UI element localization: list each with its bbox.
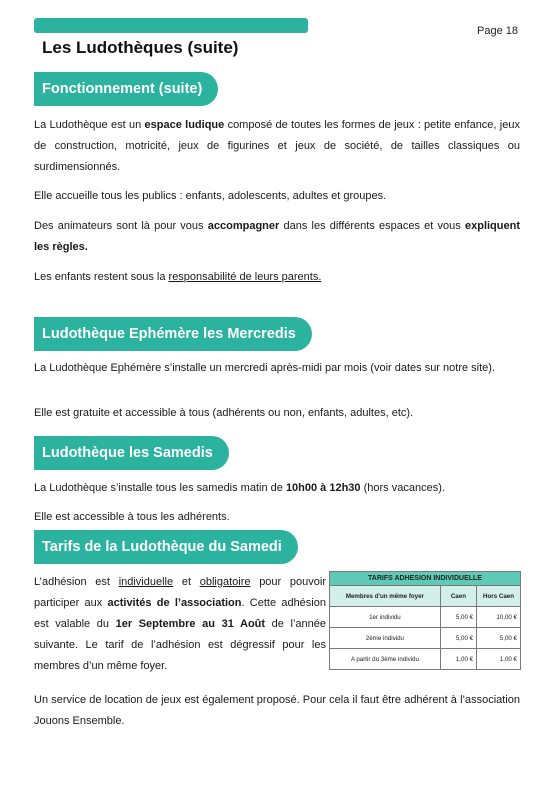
table-cell: A partir du 3ème individu — [330, 649, 441, 670]
table-cell: 1,00 € — [477, 649, 521, 670]
column-header-hors-caen: Hors Caen — [477, 586, 521, 607]
paragraph-ephemere-gratuite: Elle est gratuite et accessible à tous (adhérents ou non, enfants, adultes, etc). — [34, 407, 414, 419]
table-header-row — [330, 586, 521, 607]
section-heading-tarifs: Tarifs de la Ludothèque du Samedi — [34, 530, 298, 564]
paragraph-publics: Elle accueille tous les publics : enfants, adolescents, adultes et groupes. — [34, 190, 387, 202]
paragraph-ephemere-installe: La Ludothèque Ephémère s’installe un mercredi après-midi par mois (voir dates sur notre site). — [34, 362, 495, 374]
table-row — [330, 649, 521, 670]
paragraph-adhesion: L’adhésion est individuelle et obligatoire pour pouvoir participer aux activités de l’association. Cette adhésion est valable du 1er Septembre au 31 Août de l’année suivante. Le tarif de l’adhésion est dégressif pour les membres d’un même foyer. — [34, 576, 326, 672]
tarifs-table — [329, 571, 521, 670]
table-title: TARIFS ADHESION INDIVIDUELLE — [330, 572, 521, 586]
page-title: Les Ludothèques (suite) — [42, 38, 239, 57]
paragraph-location: Un service de location de jeux est également proposé. Pour cela il faut être adhérent à l’association Jouons Ensemble. — [34, 694, 520, 727]
section-heading-ephemere: Ludothèque Ephémère les Mercredis — [34, 317, 312, 351]
table-cell: 5,00 € — [440, 628, 476, 649]
page-number: Page 18 — [477, 25, 518, 37]
table-cell: 10,00 € — [477, 607, 521, 628]
column-header-caen: Caen — [440, 586, 476, 607]
table-row — [330, 628, 521, 649]
column-header-membres: Membres d'un même foyer — [330, 586, 441, 607]
paragraph-responsabilite: Les enfants restent sous la responsabilité de leurs parents. — [34, 271, 322, 283]
table-cell: 5,00 € — [440, 607, 476, 628]
table-cell: 2ème individu — [330, 628, 441, 649]
table-cell: 5,00 € — [477, 628, 521, 649]
section-heading-fonctionnement: Fonctionnement (suite) — [34, 72, 218, 106]
table-cell: 1,00 € — [440, 649, 476, 670]
table-cell: 1er individu — [330, 607, 441, 628]
paragraph-samedis-acces: Elle est accessible à tous les adhérents. — [34, 511, 230, 523]
table-row — [330, 607, 521, 628]
section-heading-samedis: Ludothèque les Samedis — [34, 436, 229, 470]
paragraph-samedis-horaires: La Ludothèque s’installe tous les samedis matin de 10h00 à 12h30 (hors vacances). — [34, 482, 445, 494]
top-accent-bar — [34, 18, 308, 33]
paragraph-espace-ludique: La Ludothèque est un espace ludique composé de toutes les formes de jeux : petite enfance, jeux de construction, motricité, jeux de figurines et jeux de société, de tailles classiques ou surdimensionnés. — [34, 119, 520, 173]
paragraph-animateurs: Des animateurs sont là pour vous accompagner dans les différents espaces et vous expliquent les règles. — [34, 220, 520, 253]
